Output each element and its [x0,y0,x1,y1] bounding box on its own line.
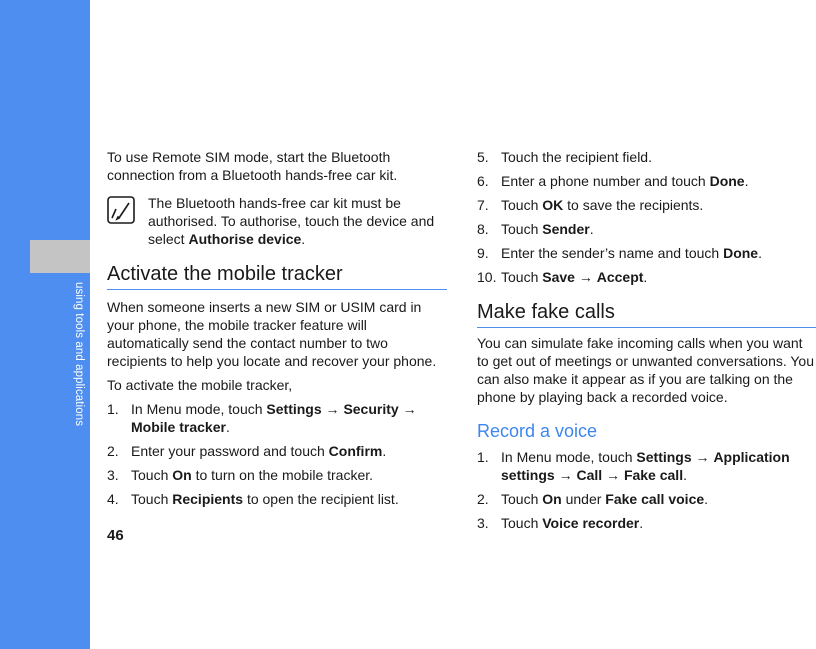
step-bold: On [172,467,192,483]
right-column [477,148,816,538]
step-bold: OK [542,197,564,213]
step-text: under [561,491,606,507]
list-item [107,442,447,460]
step-text: → [554,467,577,483]
step-text: Enter your password and touch [131,443,329,459]
step-number: 4. [107,491,119,507]
step-bold: Security [343,401,399,417]
step-number: 1. [107,401,119,417]
page-number: 46 [107,527,124,544]
step-text: . [643,269,648,285]
list-item [477,196,816,214]
heading-fake-calls: Make fake calls [477,300,816,328]
step-bold: Fake call voice [605,491,705,507]
heading-mobile-tracker: Activate the mobile tracker [107,262,447,290]
step-text: Touch [501,491,543,507]
step-text: Touch [501,221,543,237]
step-bold: Voice recorder [542,515,640,531]
step-number: 3. [477,515,489,531]
step-bold: Mobile tracker [131,419,226,435]
intro-paragraph: To use Remote SIM mode, start the Bluetooth connection from a Bluetooth hands-free car kit. [107,149,398,183]
step-text: Touch [501,515,543,531]
list-item [477,268,816,286]
step-text: . [704,491,709,507]
step-text: Touch [501,269,543,285]
step-text: In Menu mode, touch [131,401,267,417]
fake-calls-paragraph: You can simulate fake incoming calls when you want to get out of meetings or unwanted conversations. You can also make it appear as if you are talking on the phone by playing back a recorded voice. [477,335,815,405]
step-text: → [321,401,344,417]
list-item [477,172,816,190]
step-text: Touch [131,491,173,507]
list-item [107,490,447,508]
step-text: to open the recipient list. [243,491,399,507]
step-bold: Fake call [623,467,684,483]
note-text: The Bluetooth hands-free car kit must be authorised. To authorise, touch the device and select [148,195,435,247]
step-bold: On [542,491,562,507]
list-item [477,448,816,484]
list-item [477,514,816,532]
step-number: 8. [477,221,489,237]
sidebar-tab [30,240,90,273]
step-bold: Confirm [328,443,383,459]
record-voice-steps [477,448,816,532]
step-text: Touch the recipient field. [501,149,652,165]
sidebar [0,0,90,649]
step-text: . [382,443,387,459]
note-bold: Authorise device [188,231,302,247]
step-text: . [589,221,594,237]
step-bold: Settings [266,401,322,417]
left-column [107,148,447,514]
step-text: to save the recipients. [563,197,704,213]
step-number: 2. [477,491,489,507]
step-text: Enter a phone number and touch [501,173,710,189]
step-bold: Done [723,245,759,261]
step-bold: Recipients [172,491,244,507]
step-text: → [602,467,624,483]
step-text: . [639,515,644,531]
list-item [477,148,816,166]
step-text: Enter the sender’s name and touch [501,245,724,261]
step-text: → [398,401,417,417]
step-text: Touch [501,197,543,213]
step-bold: Sender [542,221,590,237]
list-item [477,244,816,262]
step-text: . [683,467,687,483]
list-item [107,466,447,484]
step-bold: Done [709,173,745,189]
step-text: Touch [131,467,173,483]
note-block [107,194,447,248]
step-text: . [758,245,762,261]
step-number: 10. [477,269,497,285]
step-bold: Accept [596,269,644,285]
note-end: . [301,231,306,247]
tracker-steps [107,400,447,508]
step-number: 1. [477,449,489,465]
tracker-intro: To activate the mobile tracker, [107,377,293,393]
note-icon [107,196,135,224]
step-text: . [744,173,749,189]
step-number: 2. [107,443,119,459]
step-bold: Save [542,269,575,285]
tracker-paragraph: When someone inserts a new SIM or USIM card in your phone, the mobile tracker feature will automatically send the contact number to two recipients to help you locate and recover your phone. [107,299,437,369]
step-bold: Application settings [501,449,790,483]
step-number: 6. [477,173,489,189]
step-bold: Settings [636,449,692,465]
section-label: using tools and applications [73,282,85,427]
step-number: 5. [477,149,489,165]
step-number: 7. [477,197,489,213]
subheading-record-voice: Record a voice [477,421,598,441]
tracker-steps-continued [477,148,816,286]
step-number: 3. [107,467,119,483]
list-item [107,400,447,436]
step-text: In Menu mode, touch [501,449,637,465]
step-bold: Call [576,467,603,483]
step-text: . [225,419,230,435]
step-number: 9. [477,245,489,261]
step-text: → [691,449,714,465]
list-item [477,490,816,508]
list-item [477,220,816,238]
step-text: → [574,269,597,285]
step-text: to turn on the mobile tracker. [191,467,374,483]
